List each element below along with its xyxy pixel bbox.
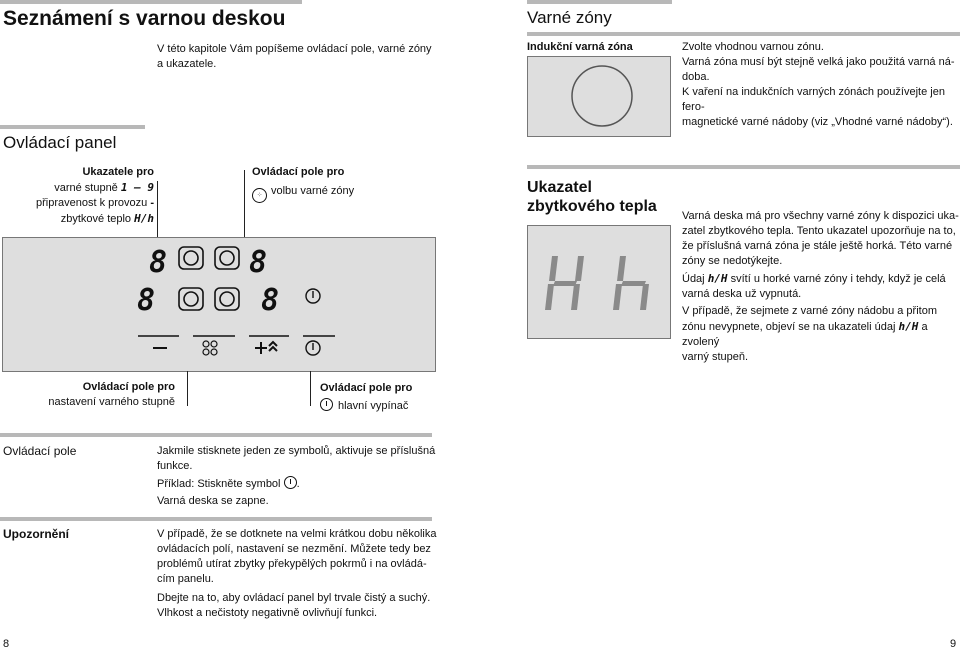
induction-label: Indukční varná zóna [527, 41, 633, 53]
text-line: doba. [682, 71, 710, 83]
callout-line: zbytkové teplo H/h [60, 212, 154, 225]
control-panel-illustration [2, 237, 436, 372]
power-icon [306, 289, 320, 303]
leader-line [187, 371, 188, 406]
warning-text [157, 527, 436, 621]
text-line: K vaření na indukčních varných zónách používejte jen fero- [682, 86, 945, 113]
text-line: problémů utírat zbytky překypělých pokrmů i na ovládá- [157, 558, 427, 570]
info-rule [0, 433, 432, 437]
text-line: Zvolte vhodnou varnou zónu. [682, 41, 824, 53]
callout-main-switch [320, 381, 412, 414]
text-line: zatel zbytkového tepla. Tento ukazatel upozorňuje na to, [682, 225, 956, 237]
text-line: Varná zóna musí být stejně velká jako použitá varná ná- [682, 56, 955, 68]
zone-select-button-icon [203, 341, 217, 355]
callout-indicators [20, 165, 154, 227]
intro-line: V této kapitole Vám popíšeme ovládací pole, varné zóny [157, 43, 432, 55]
title-line: Ukazatel [527, 179, 592, 196]
plus-button-icon [255, 342, 277, 354]
title-line: zbytkového tepla [527, 198, 657, 215]
intro-text [157, 42, 432, 72]
leader-line [244, 170, 245, 238]
text-line: varný stupeň. [682, 351, 749, 363]
right-rule [527, 165, 960, 169]
callout-line: připravenost k provozu - [35, 197, 154, 209]
text-line: zónu nevypnete, objeví se na ukazateli údaj h/H a zvolený [682, 320, 928, 348]
text-line: V případě, že se dotknete na velmi krátkou dobu několika [157, 528, 437, 540]
warning-label: Upozornění [3, 527, 69, 541]
text-line: cím panelu. [157, 573, 214, 585]
display-digit-rear-left: 8 [137, 283, 156, 318]
residual-heat-display [527, 225, 671, 339]
callout-title: Ovládací pole pro [252, 166, 345, 178]
text-line: Příklad: Stiskněte symbol . [157, 478, 300, 490]
text-line: magnetické varné nádoby (viz „Vhodné varné nádoby“). [682, 116, 953, 128]
induction-text [682, 40, 960, 130]
text-line: funkce. [157, 460, 193, 472]
callout-line: nastavení varného stupně [48, 396, 175, 408]
callout-zone-select [252, 165, 354, 203]
page-number-left: 8 [3, 638, 10, 650]
page-title: Seznámení s varnou deskou [3, 7, 286, 30]
display-digit-front-left: 8 [149, 245, 168, 280]
power-icon [320, 398, 333, 411]
main-switch-button-icon [306, 341, 320, 355]
callout-title: Ovládací pole pro [320, 382, 413, 394]
control-field-text [157, 444, 435, 509]
power-icon [284, 476, 297, 489]
section-rule [0, 125, 145, 129]
section-heading-control-panel: Ovládací panel [3, 133, 117, 152]
text-line: Varná deska má pro všechny varné zóny k dispozici uka- [682, 210, 959, 222]
text-line: Varná deska se zapne. [157, 495, 269, 507]
callout-line: varné stupně 1 – 9 [54, 181, 154, 194]
leader-line [310, 371, 311, 406]
page-number-right: 9 [950, 638, 957, 650]
intro-line: a ukazatele. [157, 58, 217, 70]
text-line: Jakmile stisknete jeden ze symbolů, aktivuje se příslušná [157, 445, 436, 457]
text-line: V případě, že sejmete z varné zóny nádobu a přitom [682, 305, 937, 317]
leader-line [157, 181, 158, 238]
zone-select-icon: ⁘ [252, 188, 267, 203]
text-line: že příslušná varná zóna je stále ještě horká. Této varné [682, 240, 953, 252]
control-field-label: Ovládací pole [3, 444, 77, 458]
callout-power-level [20, 380, 175, 410]
right-title: Varné zóny [527, 8, 612, 27]
residual-heat-title [527, 178, 657, 216]
text-line: Údaj h/H svítí u horké varné zóny i tehdy, když je celá [682, 272, 946, 285]
text-line: ovládacích polí, nastavení se nezmění. Můžete tedy bez [157, 543, 431, 555]
callout-title: Ukazatele pro [82, 166, 154, 178]
text-line: varná deska už vypnutá. [682, 288, 802, 300]
zone-icon [179, 247, 239, 310]
text-line: zóny se nedotýkejte. [682, 255, 783, 267]
text-line: Dbejte na to, aby ovládací panel byl trvale čistý a suchý. [157, 592, 431, 604]
info-rule [0, 517, 432, 521]
residual-heat-text [682, 209, 960, 365]
display-digit-rear-right: 8 [249, 245, 268, 280]
induction-zone-illustration [527, 56, 671, 137]
callout-line: ⁘ volbu varné zóny [252, 184, 354, 203]
top-rule-left [0, 0, 302, 4]
right-rule [527, 32, 960, 36]
top-rule-right [527, 0, 672, 4]
callout-title: Ovládací pole pro [82, 381, 175, 393]
display-digit-front-right: 8 [261, 283, 280, 318]
callout-line: hlavní vypínač [320, 398, 412, 414]
text-line: Vlhkost a nečistoty negativně ovlivňují funkci. [157, 607, 378, 619]
